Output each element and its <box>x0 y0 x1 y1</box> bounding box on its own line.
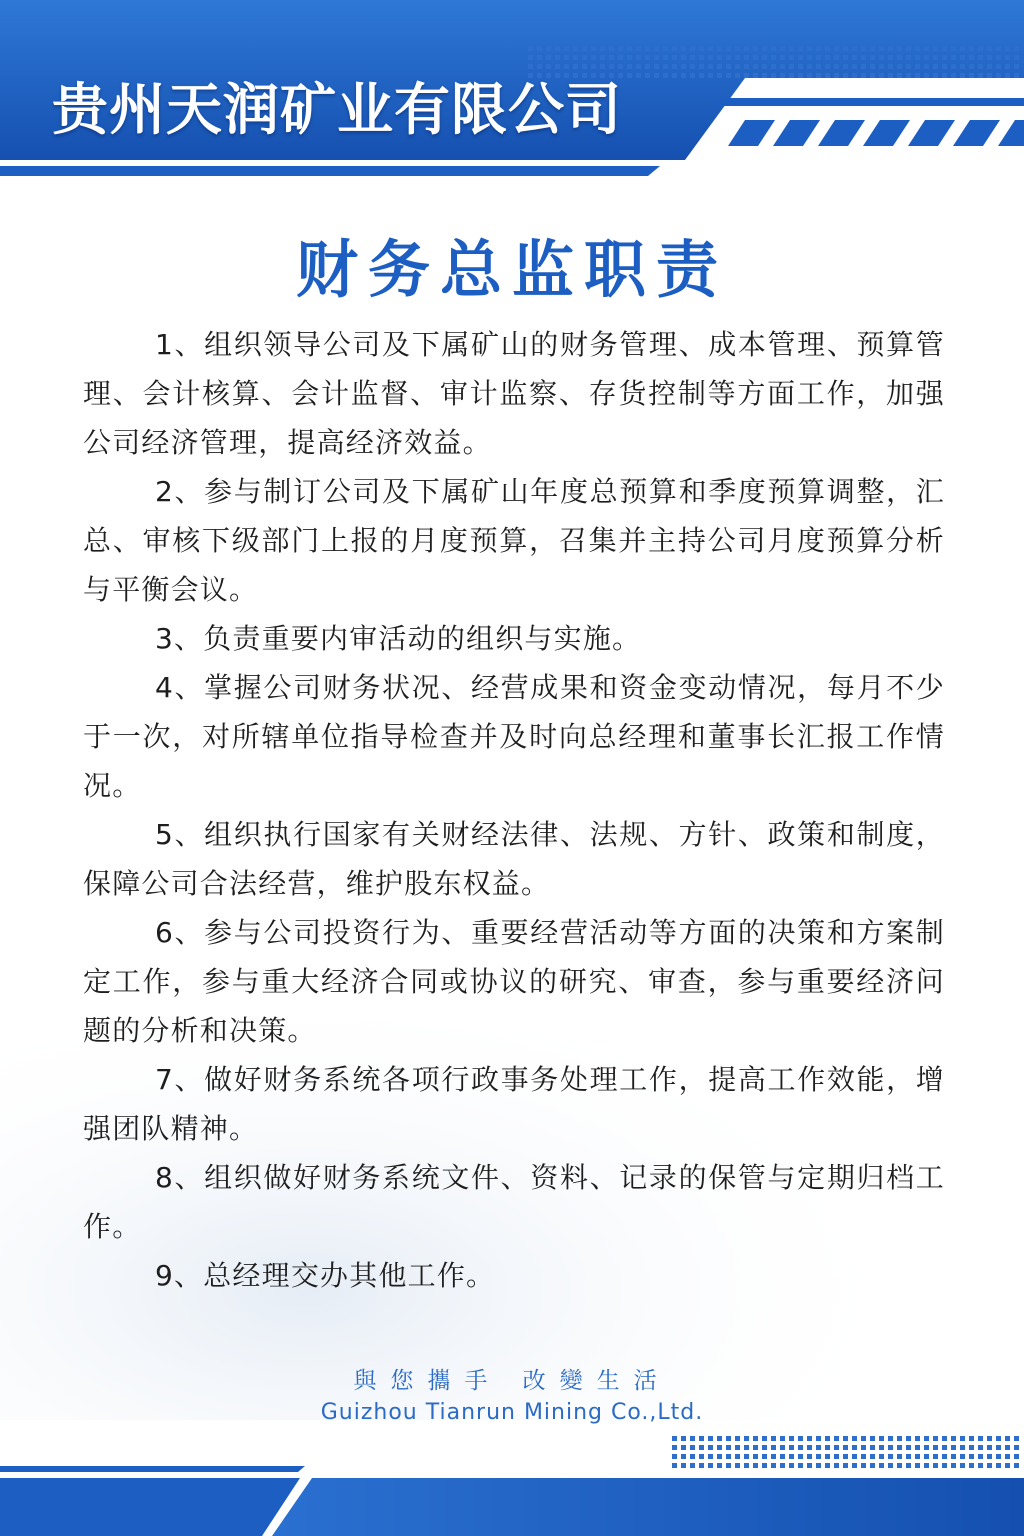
company-name: 贵州天润矿业有限公司 <box>52 78 622 143</box>
slogan-english: Guizhou Tianrun Mining Co.,Ltd. <box>320 1400 704 1425</box>
slogan-chinese: 與您攜手 改變生活 <box>353 1368 671 1394</box>
duties-list <box>83 320 945 1300</box>
duty-item: 7、做好财务系统各项行政事务处理工作，提高工作效能，增强团队精神。 <box>83 1063 945 1145</box>
duty-item: 3、负责重要内审活动的组织与实施。 <box>155 622 642 655</box>
duty-item: 8、组织做好财务系统文件、资料、记录的保管与定期归档工作。 <box>83 1161 945 1243</box>
duty-item: 6、参与公司投资行为、重要经营活动等方面的决策和方案制定工作，参与重大经济合同或协议的研究、审查，参与重要经济问题的分析和决策。 <box>83 916 945 1047</box>
duty-item: 9、总经理交办其他工作。 <box>155 1259 496 1292</box>
document-title: 财务总监职责 <box>295 233 728 306</box>
duty-item: 2、参与制订公司及下属矿山年度总预算和季度预算调整，汇总、审核下级部门上报的月度预算，召集并主持公司月度预算分析与平衡会议。 <box>83 475 945 606</box>
duty-item: 5、组织执行国家有关财经法律、法规、方针、政策和制度，保障公司合法经营，维护股东权益。 <box>83 818 945 900</box>
duty-item: 4、掌握公司财务状况、经营成果和资金变动情况，每月不少于一次，对所辖单位指导检查并及时向总经理和董事长汇报工作情况。 <box>83 671 945 802</box>
duty-item: 1、组织领导公司及下属矿山的财务管理、成本管理、预算管理、会计核算、会计监督、审计监察、存货控制等方面工作，加强公司经济管理，提高经济效益。 <box>83 328 945 459</box>
